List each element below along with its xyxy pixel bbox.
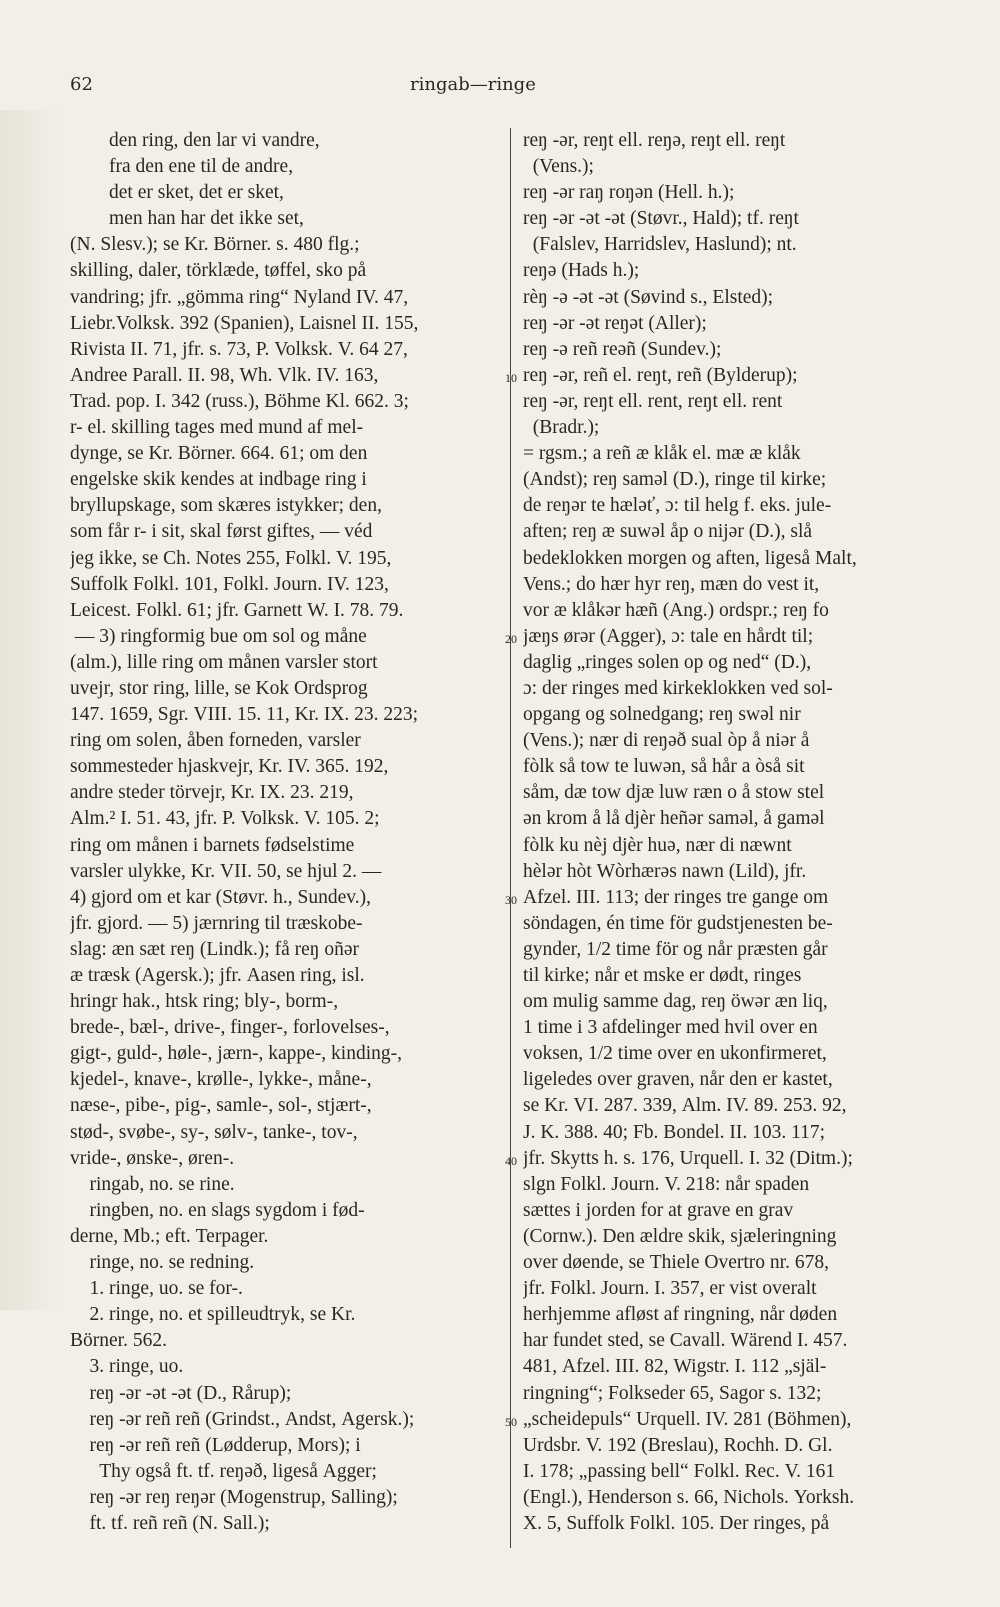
text-line: (Andst); reŋ saməl (D.), ringe til kirke;: [523, 469, 827, 491]
text-line: (N. Slesv.); se Kr. Börner. s. 480 flg.;: [70, 234, 360, 256]
text-line: — 3) ringformig bue om sol og måne: [70, 625, 367, 647]
text-line: (Vens.); nær di reŋəð sual òp å niər å: [523, 730, 810, 752]
text-line: reŋ -ər raŋ roŋən (Hell. h.);: [523, 182, 735, 204]
text-line: söndagen, én time för gudstjenesten be-: [523, 912, 833, 934]
text-line: rèŋ -ə -ət -ət (Søvind s., Elsted);: [523, 286, 774, 308]
left-column: [70, 128, 502, 1537]
text-line: slag: æn sæt reŋ (Lindk.); få reŋ oñər: [70, 938, 359, 960]
page-edge-shadow: [0, 110, 60, 1310]
text-line: vride-, ønske-, øren-.: [70, 1147, 235, 1169]
text-line: Vens.; do hær hyr reŋ, mæn do vest it,: [523, 573, 820, 595]
text-line: J. K. 388. 40; Fb. Bondel. II. 103. 117;: [523, 1121, 826, 1143]
text-line: jæŋs ørər (Agger), ɔ: tale en hårdt til;: [523, 625, 814, 647]
text-line: reŋ -ər reñ reñ (Grindst., Andst, Agersk.);: [70, 1408, 415, 1430]
text-line: fra den ene til de andre,: [70, 156, 294, 178]
text-line: reŋ -ər -ət -ət (D., Rårup);: [70, 1382, 292, 1404]
text-line: uvejr, stor ring, lille, se Kok Ordsprog: [70, 677, 368, 699]
text-line: Urdsbr. V. 192 (Breslau), Rochh. D. Gl.: [523, 1434, 833, 1456]
text-line: „scheidepuls“ Urquell. IV. 281 (Böhmen),: [523, 1408, 852, 1430]
text-line: 1. ringe, uo. se for-.: [70, 1278, 243, 1300]
text-line: æ træsk (Agersk.); jfr. Aasen ring, isl.: [70, 965, 365, 986]
text-line: stød-, svøbe-, sy-, sølv-, tanke-, tov-,: [70, 1121, 358, 1143]
text-line: skilling, daler, törklæde, tøffel, sko på: [70, 260, 367, 282]
text-line: hèlər hòt Wòrhærəs nawn (Lild), jfr.: [523, 860, 807, 882]
column-divider: [510, 128, 511, 1548]
text-line: Rivista II. 71, jfr. s. 73, P. Volksk. V. 64 27,: [70, 338, 408, 360]
text-line: ligeledes over graven, når den er kastet,: [523, 1069, 833, 1091]
text-line: derne, Mb.; eft. Terpager.: [70, 1225, 269, 1247]
text-line: hringr hak., htsk ring; bly-, borm-,: [70, 991, 339, 1013]
text-line: næse-, pibe-, pig-, samle-, sol-, stjært-,: [70, 1095, 372, 1117]
text-line: = rgsm.; a reñ æ klåk el. mæ æ klåk: [523, 443, 801, 465]
text-line: ft. tf. reñ reñ (N. Sall.);: [70, 1512, 270, 1534]
text-line: aften; reŋ æ suwəl åp o nijər (D.), slå: [523, 521, 813, 543]
text-line: ringe, no. se redning.: [70, 1252, 255, 1274]
text-line: (Vens.);: [523, 156, 594, 178]
text-line: fòlk ku nèj djèr huə, nær di næwnt: [523, 834, 792, 856]
text-line: ringben, no. en slags sygdom i fød-: [70, 1199, 365, 1221]
text-line: dynge, se Kr. Börner. 664. 61; om den: [70, 443, 368, 465]
text-line: andre steder törvejr, Kr. IX. 23. 219,: [70, 782, 354, 804]
text-line: bedeklokken morgen og aften, ligeså Malt,: [523, 547, 857, 569]
text-line: opgang og solnedgang; reŋ swəl nir: [523, 704, 801, 726]
text-line: Alm.² I. 51. 43, jfr. P. Volksk. V. 105. 2;: [70, 808, 380, 830]
text-line: ringning“; Folkseder 65, Sagor s. 132;: [523, 1382, 822, 1404]
text-line: (Engl.), Henderson s. 66, Nichols. Yorksh.: [523, 1486, 855, 1508]
line-number: 10: [505, 370, 517, 385]
text-line: ɔ: der ringes med kirkeklokken ved sol-: [523, 677, 833, 699]
text-line: jfr. gjord. — 5) jærnring til træskobe-: [70, 912, 363, 934]
text-line: Börner. 562.: [70, 1330, 167, 1352]
text-line: det er sket, det er sket,: [70, 182, 284, 204]
text-line: 147. 1659, Sgr. VIII. 15. 11, Kr. IX. 23. 223;: [70, 704, 419, 726]
text-line: den ring, den lar vi vandre,: [70, 130, 320, 151]
text-line: 3. ringe, uo.: [70, 1356, 184, 1378]
text-line: 1 time i 3 afdelinger med hvil over en: [523, 1017, 818, 1039]
text-line: voksen, 1/2 time over en ukonfirmeret,: [523, 1043, 827, 1065]
text-line: jeg ikke, se Ch. Notes 255, Folkl. V. 195,: [70, 547, 392, 569]
text-line: gynder, 1/2 time för og når præsten går: [523, 938, 828, 960]
text-line: ringab, no. se rine.: [70, 1173, 235, 1195]
text-line: vor æ klåkər hæñ (Ang.) ordspr.; reŋ fo: [523, 599, 829, 621]
text-line: r- el. skilling tages med mund af mel-: [70, 417, 364, 439]
line-number: 50: [505, 1414, 517, 1429]
text-line: reŋ -ər -ət reŋət (Aller);: [523, 312, 707, 334]
text-line: sommesteder hjaskvejr, Kr. IV. 365. 192,: [70, 756, 389, 778]
text-line: (Cornw.). Den ældre skik, sjæleringning: [523, 1225, 837, 1247]
text-line: som får r- i sit, skal først giftes, — véd: [70, 521, 373, 543]
text-line: de reŋər te hæləť, ɔ: til helg f. eks. jule-: [523, 495, 832, 517]
text-line: over døende, se Thiele Overtro nr. 678,: [523, 1252, 829, 1274]
text-line: 481, Afzel. III. 82, Wigstr. I. 112 „själ-: [523, 1356, 827, 1378]
text-line: reŋ -ər reŋ reŋər (Mogenstrup, Salling);: [70, 1486, 398, 1508]
text-line: såm, dæ tow djæ luw ræn o å stow stel: [523, 782, 825, 804]
page-header: [70, 74, 960, 104]
text-line: jfr. Skytts h. s. 176, Urquell. I. 32 (Ditm.);: [523, 1147, 853, 1169]
text-line: reŋə (Hads h.);: [523, 260, 640, 282]
text-line: Trad. pop. I. 342 (russ.), Böhme Kl. 662. 3;: [70, 390, 409, 412]
text-line: men han har det ikke set,: [70, 208, 304, 230]
text-line: reŋ -ər, reŋt ell. reŋə, reŋt ell. reŋt: [523, 130, 786, 151]
text-line: Suffolk Folkl. 101, Folkl. Journ. IV. 123,: [70, 573, 389, 595]
line-number: 40: [505, 1153, 517, 1168]
text-line: ring om solen, åben forneden, varsler: [70, 730, 361, 752]
text-line: jfr. Folkl. Journ. I. 357, er vist overalt: [523, 1278, 817, 1300]
text-line: sættes i jorden for at grave en grav: [523, 1199, 794, 1221]
page-number: 62: [70, 74, 93, 95]
right-column: [523, 128, 948, 1537]
text-line: varsler ulykke, Kr. VII. 50, se hjul 2. —: [70, 860, 382, 882]
line-number: 20: [505, 631, 517, 646]
text-line: (Bradr.);: [523, 417, 600, 439]
text-line: ring om månen i barnets fødselstime: [70, 834, 355, 856]
text-line: har fundet sted, se Cavall. Wärend I. 457.: [523, 1330, 848, 1352]
text-line: bryllupskage, som skæres istykker; den,: [70, 495, 382, 517]
text-line: reŋ -ər -ət -ət (Støvr., Hald); tf. reŋt: [523, 208, 799, 230]
text-line: Leicest. Folkl. 61; jfr. Garnett W. I. 78. 79.: [70, 599, 404, 621]
text-line: fòlk så tow te luwən, så hår a òså sit: [523, 756, 805, 778]
text-line: vandring; jfr. „gömma ring“ Nyland IV. 47,: [70, 286, 409, 308]
text-line: se Kr. VI. 287. 339, Alm. IV. 89. 253. 92,: [523, 1095, 847, 1117]
text-line: daglig „ringes solen op og ned“ (D.),: [523, 651, 812, 673]
text-line: Liebr.Volksk. 392 (Spanien), Laisnel II. 155,: [70, 312, 419, 334]
text-line: (Falslev, Harridslev, Haslund); nt.: [523, 234, 797, 256]
text-line: reŋ -ə reñ reəñ (Sundev.);: [523, 338, 722, 360]
text-line: brede-, bæl-, drive-, finger-, forlovelses-,: [70, 1017, 390, 1039]
text-line: kjedel-, knave-, krølle-, lykke-, måne-,: [70, 1069, 372, 1091]
text-line: reŋ -ər, reŋt ell. rent, reŋt ell. rent: [523, 390, 783, 412]
text-line: slgn Folkl. Journ. V. 218: når spaden: [523, 1173, 810, 1195]
text-line: 2. ringe, no. et spilleudtryk, se Kr.: [70, 1304, 356, 1326]
text-line: om mulig samme dag, reŋ öwər æn liq,: [523, 991, 828, 1013]
text-line: reŋ -ər reñ reñ (Lødderup, Mors); i: [70, 1434, 361, 1456]
text-line: til kirke; når et mske er dødt, ringes: [523, 965, 802, 986]
text-line: gigt-, guld-, høle-, jærn-, kappe-, kinding-,: [70, 1043, 402, 1065]
text-line: X. 5, Suffolk Folkl. 105. Der ringes, på: [523, 1512, 830, 1534]
text-line: engelske skik kendes at indbage ring i: [70, 469, 367, 491]
text-line: ən krom å lå djèr heñər saməl, å gaməl: [523, 808, 825, 830]
text-line: reŋ -ər, reñ el. reŋt, reñ (Bylderup);: [523, 364, 798, 386]
text-line: Afzel. III. 113; der ringes tre gange om: [523, 886, 829, 908]
text-line: I. 178; „passing bell“ Folkl. Rec. V. 161: [523, 1460, 836, 1482]
text-line: 4) gjord om et kar (Støvr. h., Sundev.),: [70, 886, 371, 908]
text-line: Thy også ft. tf. reŋəð, ligeså Agger;: [70, 1460, 377, 1482]
running-head: ringab—ringe: [410, 74, 536, 95]
text-line: (alm.), lille ring om månen varsler stort: [70, 651, 378, 673]
text-line: herhjemme afløst af ringning, når døden: [523, 1304, 838, 1326]
line-number: 30: [505, 892, 517, 907]
text-line: Andree Parall. II. 98, Wh. Vlk. IV. 163,: [70, 364, 379, 386]
